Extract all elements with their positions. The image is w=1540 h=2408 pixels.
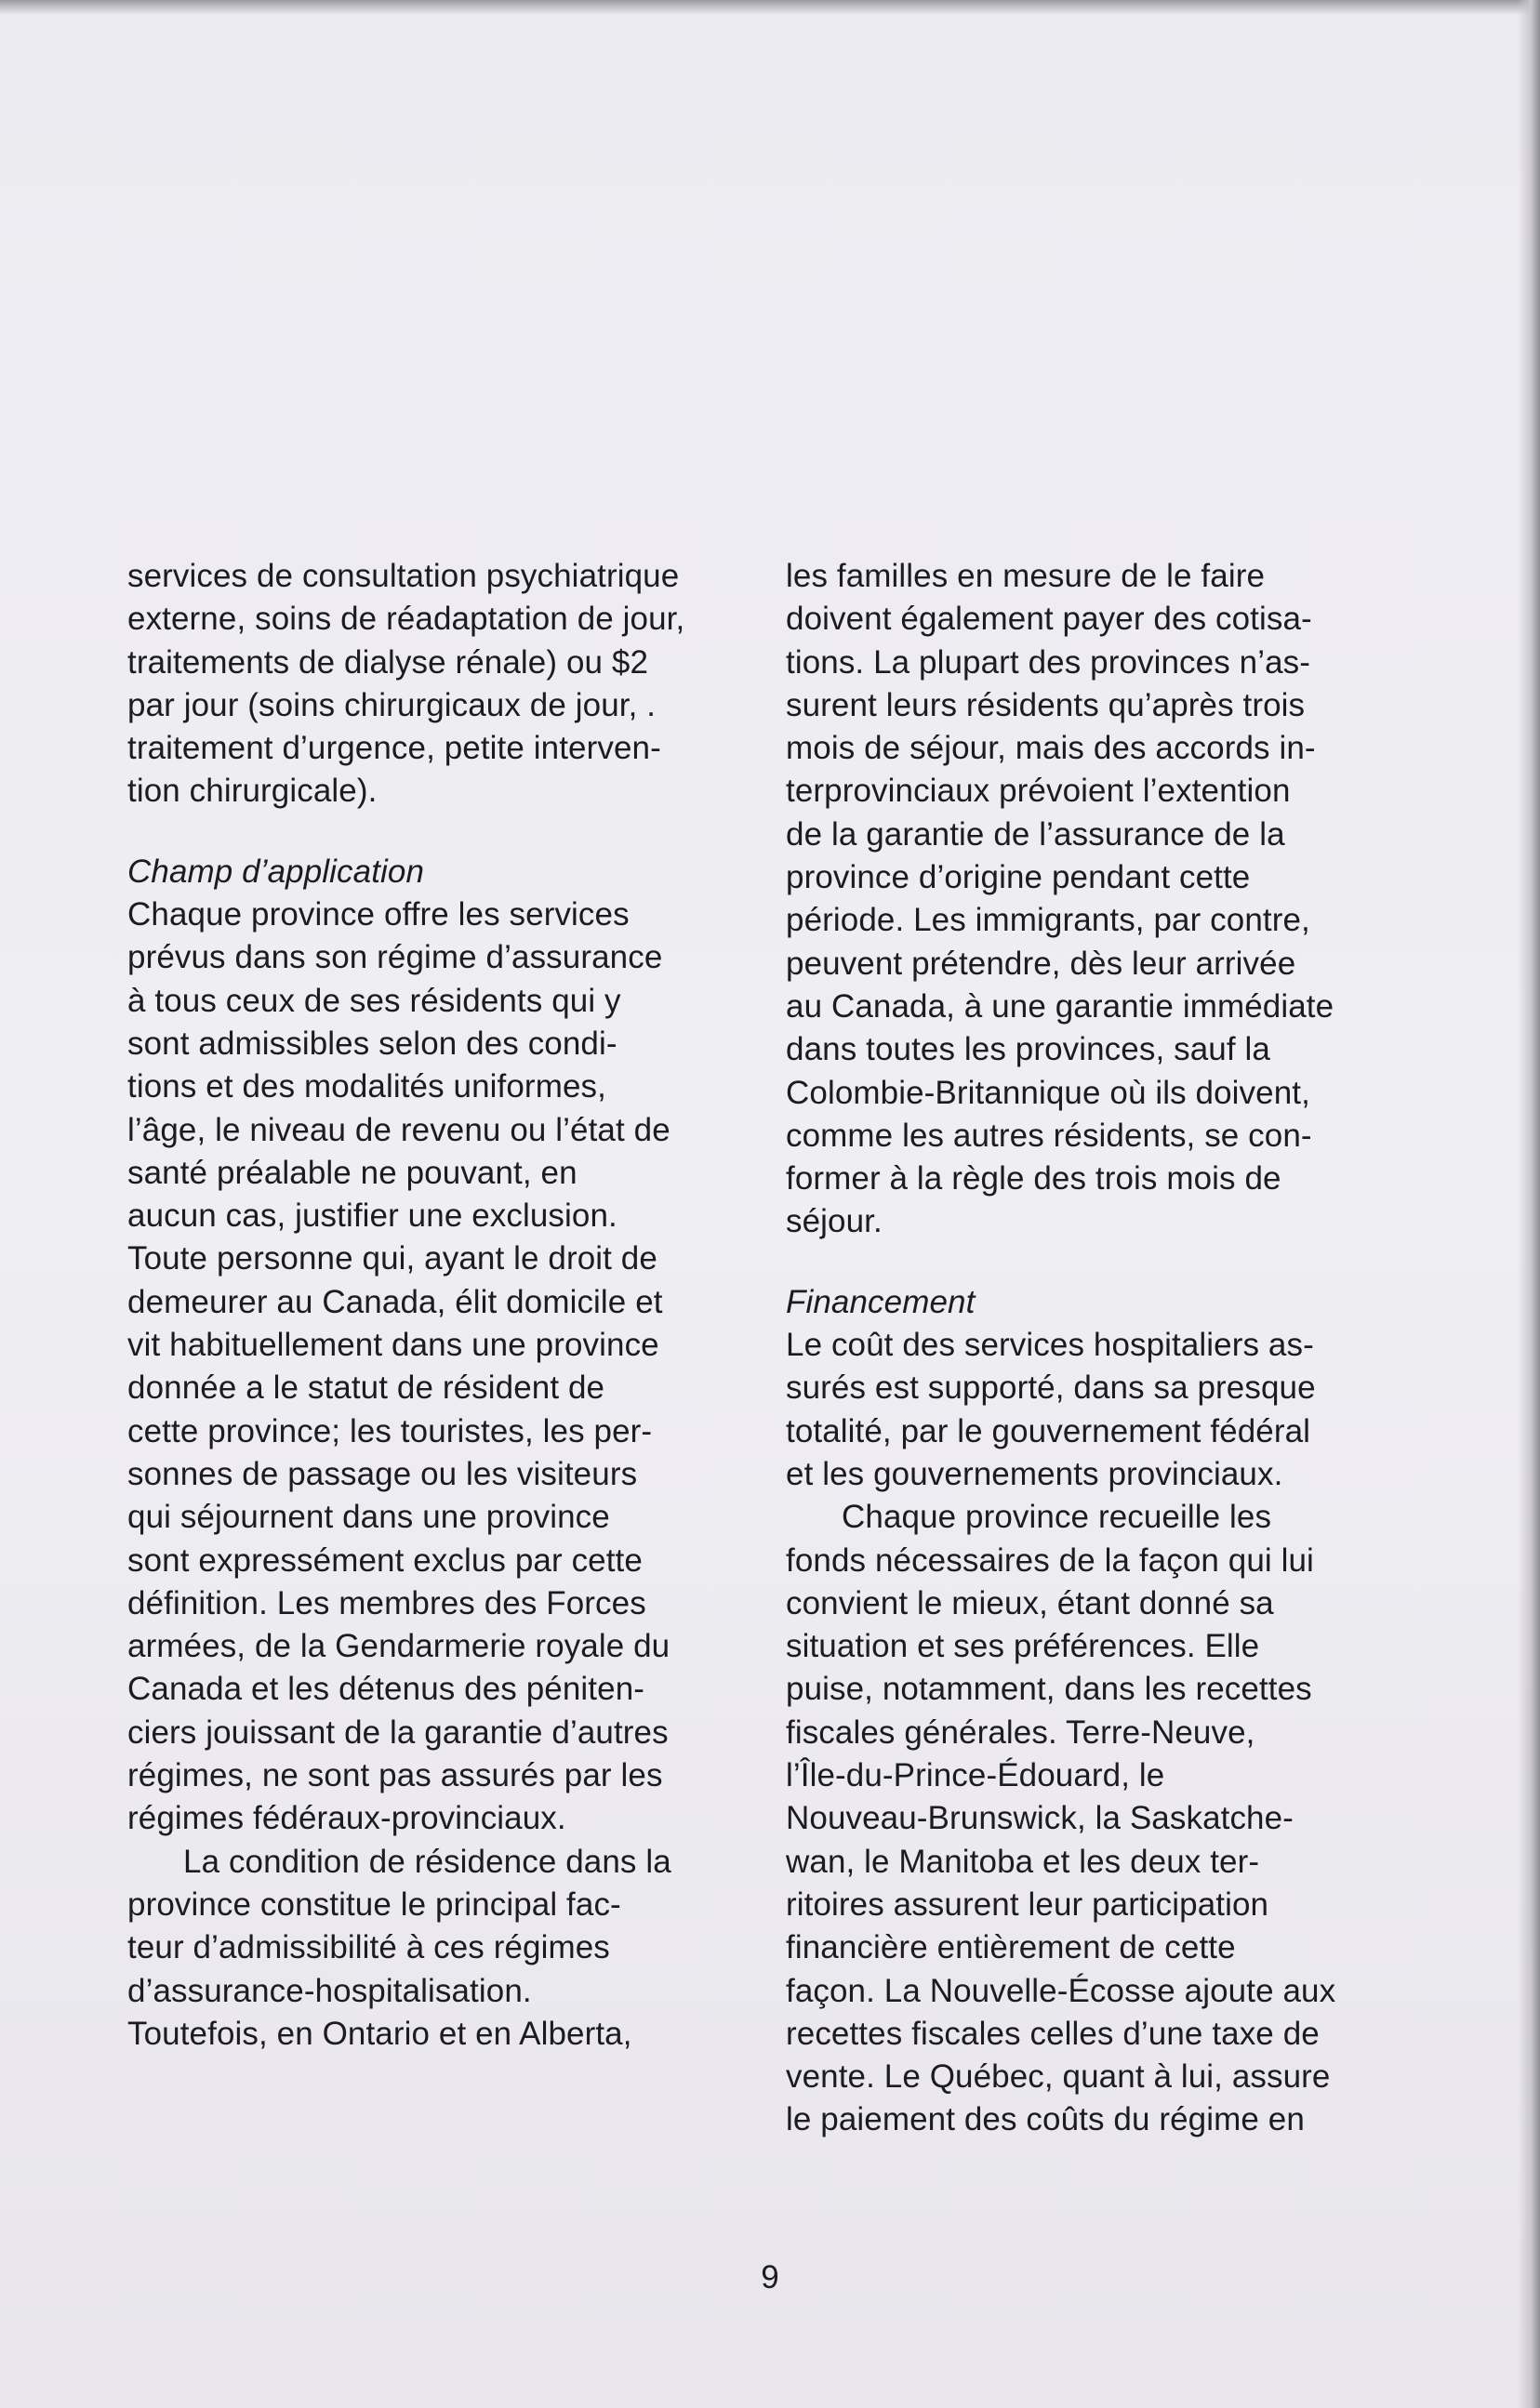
text-line: Nouveau-Brunswick, la Saskatche- [786, 1800, 1294, 1837]
text-line: façon. La Nouvelle-Écosse ajoute aux [786, 1972, 1336, 2009]
text-line: vente. Le Québec, quant à lui, assure [786, 2058, 1331, 2096]
text-line: terprovinciaux prévoient l’extention [786, 773, 1291, 810]
text-line: qui séjournent dans une province [127, 1499, 610, 1536]
text-line: former à la règle des trois mois de [786, 1160, 1281, 1197]
text-line: doivent également payer des cotisa- [786, 601, 1312, 638]
text-line: fonds nécessaires de la façon qui lui [786, 1541, 1314, 1579]
text-line: convient le mieux, étant donné sa [786, 1584, 1274, 1621]
text-line: Toute personne qui, ayant le droit de [127, 1240, 657, 1277]
text-line: tions et des modalités uniformes, [127, 1068, 606, 1105]
text-line: Chaque province recueille les [842, 1499, 1272, 1536]
text-line: tion chirurgicale). [127, 773, 378, 810]
text-line: province constitue le principal fac- [127, 1885, 621, 1923]
text-line: cette province; les touristes, les per- [127, 1412, 653, 1449]
right-column [786, 555, 1409, 2142]
text-line: de la garantie de l’assurance de la [786, 815, 1285, 853]
text-line: régimes fédéraux-provinciaux. [127, 1800, 566, 1837]
text-line: services de consultation psychiatrique [127, 558, 680, 594]
text-line: comme les autres résidents, se con- [786, 1117, 1312, 1154]
text-line: d’assurance-hospitalisation. [127, 1972, 532, 2009]
text-line: l’Île-du-Prince-Édouard, le [786, 1757, 1165, 1794]
text-line: les familles en mesure de le faire [786, 558, 1266, 594]
text-line: La condition de résidence dans la [183, 1843, 671, 1880]
text-line: demeurer au Canada, élit domicile et [127, 1283, 663, 1320]
page-number: 9 [761, 2259, 779, 2296]
text-line: et les gouvernements provinciaux. [786, 1455, 1283, 1492]
text-line: sont expressément exclus par cette [127, 1541, 643, 1579]
text-line: Le coût des services hospitaliers as- [786, 1327, 1314, 1364]
right-intro-paragraph [786, 555, 1409, 1244]
text-line: teur d’admissibilité à ces régimes [127, 1929, 610, 1966]
text-line: Colombie-Britannique où ils doivent, [786, 1074, 1310, 1111]
text-line: santé préalable ne pouvant, en [127, 1154, 578, 1191]
text-line: période. Les immigrants, par contre, [786, 902, 1310, 939]
text-line: régimes, ne sont pas assurés par les [127, 1757, 663, 1794]
text-line: fiscales générales. Terre-Neuve, [786, 1713, 1255, 1751]
text-line: séjour. [786, 1203, 883, 1240]
text-line: sonnes de passage ou les visiteurs [127, 1455, 638, 1492]
section-heading-financement: Financement [786, 1283, 976, 1320]
text-line: traitement d’urgence, petite interven- [127, 730, 661, 767]
text-line: wan, le Manitoba et les deux ter- [786, 1843, 1260, 1880]
text-line: surent leurs résidents qu’après trois [786, 686, 1306, 723]
text-line: définition. Les membres des Forces [127, 1584, 646, 1621]
text-line: recettes fiscales celles d’une taxe de [786, 2015, 1320, 2052]
text-line: puise, notamment, dans les recettes [786, 1671, 1312, 1708]
section-heading-champ-application: Champ d’application [127, 853, 425, 890]
page-right-edge [1518, 0, 1540, 2408]
right-paragraph-2 [786, 1496, 1409, 2141]
text-line: Canada et les détenus des péniten- [127, 1671, 645, 1708]
text-line: tions. La plupart des provinces n’as- [786, 643, 1311, 681]
text-line: dans toutes les provinces, sauf la [786, 1031, 1270, 1068]
text-line: mois de séjour, mais des accords in- [786, 730, 1316, 767]
text-line: par jour (soins chirurgicaux de jour, . [127, 686, 657, 723]
text-line: Toutefois, en Ontario et en Alberta, [127, 2015, 632, 2052]
text-line: au Canada, à une garantie immédiate [786, 987, 1334, 1025]
text-line: donnée a le statut de résident de [127, 1369, 605, 1407]
text-line: ritoires assurent leur participation [786, 1885, 1269, 1923]
text-line: prévus dans son régime d’assurance [127, 939, 663, 976]
text-line: Chaque province offre les services [127, 896, 630, 933]
text-line: totalité, par le gouvernement fédéral [786, 1412, 1311, 1449]
text-line: à tous ceux de ses résidents qui y [127, 982, 621, 1019]
right-paragraph-1 [786, 1324, 1409, 1496]
page-top-edge [0, 0, 1540, 15]
text-line: le paiement des coûts du régime en [786, 2101, 1305, 2138]
text-line: financière entièrement de cette [786, 1929, 1236, 1966]
text-line: externe, soins de réadaptation de jour, [127, 601, 685, 638]
text-line: province d’origine pendant cette [786, 859, 1251, 896]
text-line: sont admissibles selon des condi- [127, 1025, 617, 1062]
left-paragraph-1 [127, 893, 778, 1841]
left-paragraph-2 [127, 1841, 778, 2056]
left-intro-paragraph [127, 555, 778, 814]
text-line: vit habituellement dans une province [127, 1327, 659, 1364]
text-line: ciers jouissant de la garantie d’autres [127, 1713, 669, 1751]
text-line: traitements de dialyse rénale) ou $2 [127, 643, 649, 681]
text-line: armées, de la Gendarmerie royale du [127, 1628, 670, 1665]
left-column [127, 555, 778, 2056]
text-line: l’âge, le niveau de revenu ou l’état de [127, 1111, 670, 1148]
text-line: peuvent prétendre, dès leur arrivée [786, 945, 1296, 982]
text-line: aucun cas, justifier une exclusion. [127, 1197, 617, 1235]
text-line: surés est supporté, dans sa presque [786, 1369, 1316, 1407]
text-line: situation et ses préférences. Elle [786, 1628, 1260, 1665]
